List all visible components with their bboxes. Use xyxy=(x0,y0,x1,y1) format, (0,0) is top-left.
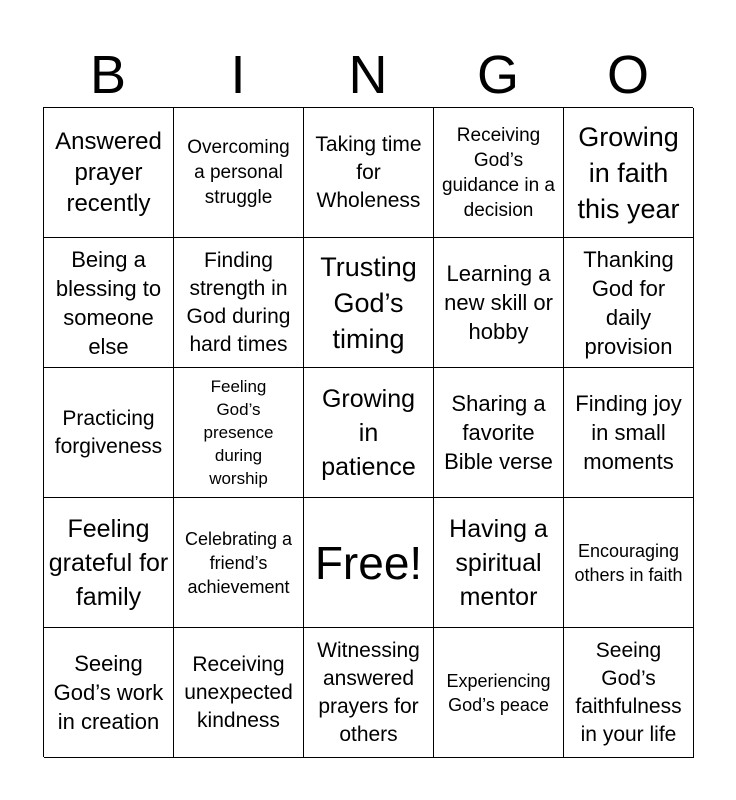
cell-text: Encouraging others in faith xyxy=(574,540,683,585)
cell-text: Taking time for Wholeness xyxy=(315,132,422,212)
cell-text: Practicing forgiveness xyxy=(54,406,163,458)
bingo-cell[interactable] xyxy=(174,238,304,368)
cell-text: Trusting God’s timing xyxy=(320,251,417,354)
cell-text: Seeing God’s work in creation xyxy=(53,651,164,734)
cell-text: Witnessing answered prayers for others xyxy=(317,638,420,746)
cell-text: Celebrating a friend’s achievement xyxy=(184,528,293,597)
bingo-cell[interactable] xyxy=(44,368,174,498)
free-space[interactable] xyxy=(304,498,434,628)
cell-text: Having a spiritual mentor xyxy=(449,514,548,611)
bingo-cell[interactable] xyxy=(434,498,564,628)
bingo-cell[interactable] xyxy=(304,628,434,758)
bingo-cell[interactable] xyxy=(434,628,564,758)
cell-text: Feeling God’s presence during worship xyxy=(203,377,274,488)
cell-text: Being a blessing to someone else xyxy=(55,246,162,359)
bingo-cell[interactable] xyxy=(174,628,304,758)
cell-text: Receiving God’s guidance in a decision xyxy=(441,124,556,221)
cell-text: Finding joy in small moments xyxy=(575,391,682,474)
header-letter-n: N xyxy=(348,45,388,105)
bingo-cell[interactable] xyxy=(564,108,694,238)
header-letter-b: B xyxy=(89,45,127,105)
header-letter-g: G xyxy=(476,45,519,105)
bingo-cell[interactable] xyxy=(44,498,174,628)
cell-text: Receiving unexpected kindness xyxy=(184,652,293,732)
cell-text: Growing in patience xyxy=(321,384,416,481)
header-letter-i: I xyxy=(230,45,246,105)
cell-text: Overcoming a personal struggle xyxy=(187,137,290,208)
bingo-cell[interactable] xyxy=(434,108,564,238)
bingo-cell[interactable] xyxy=(44,238,174,368)
bingo-grid xyxy=(43,107,693,757)
cell-text: Learning a new skill or hobby xyxy=(444,261,553,344)
bingo-cell[interactable] xyxy=(434,368,564,498)
cell-text: Experiencing God’s peace xyxy=(446,670,551,715)
cell-text: Sharing a favorite Bible verse xyxy=(444,391,553,474)
bingo-cell[interactable] xyxy=(564,238,694,368)
bingo-cell[interactable] xyxy=(304,108,434,238)
bingo-cell[interactable] xyxy=(174,368,304,498)
cell-text: Answered prayer recently xyxy=(55,128,162,217)
bingo-cell[interactable] xyxy=(564,368,694,498)
cell-text: Thanking God for daily provision xyxy=(583,246,674,359)
bingo-cell[interactable] xyxy=(304,238,434,368)
cell-text: Seeing God’s faithfulness in your life xyxy=(575,638,682,746)
bingo-cell[interactable] xyxy=(44,628,174,758)
cell-text: Finding strength in God during hard times xyxy=(186,248,291,356)
bingo-cell[interactable] xyxy=(564,498,694,628)
bingo-cell[interactable] xyxy=(174,108,304,238)
free-space-text: Free! xyxy=(314,536,423,589)
bingo-cell[interactable] xyxy=(44,108,174,238)
cell-text: Feeling grateful for family xyxy=(48,514,169,611)
bingo-header xyxy=(43,42,693,108)
header-letter-o: O xyxy=(606,45,649,105)
bingo-cell[interactable] xyxy=(434,238,564,368)
bingo-cell[interactable] xyxy=(174,498,304,628)
bingo-cell[interactable] xyxy=(304,368,434,498)
cell-text: Growing in faith this year xyxy=(577,121,680,224)
bingo-cell[interactable] xyxy=(564,628,694,758)
